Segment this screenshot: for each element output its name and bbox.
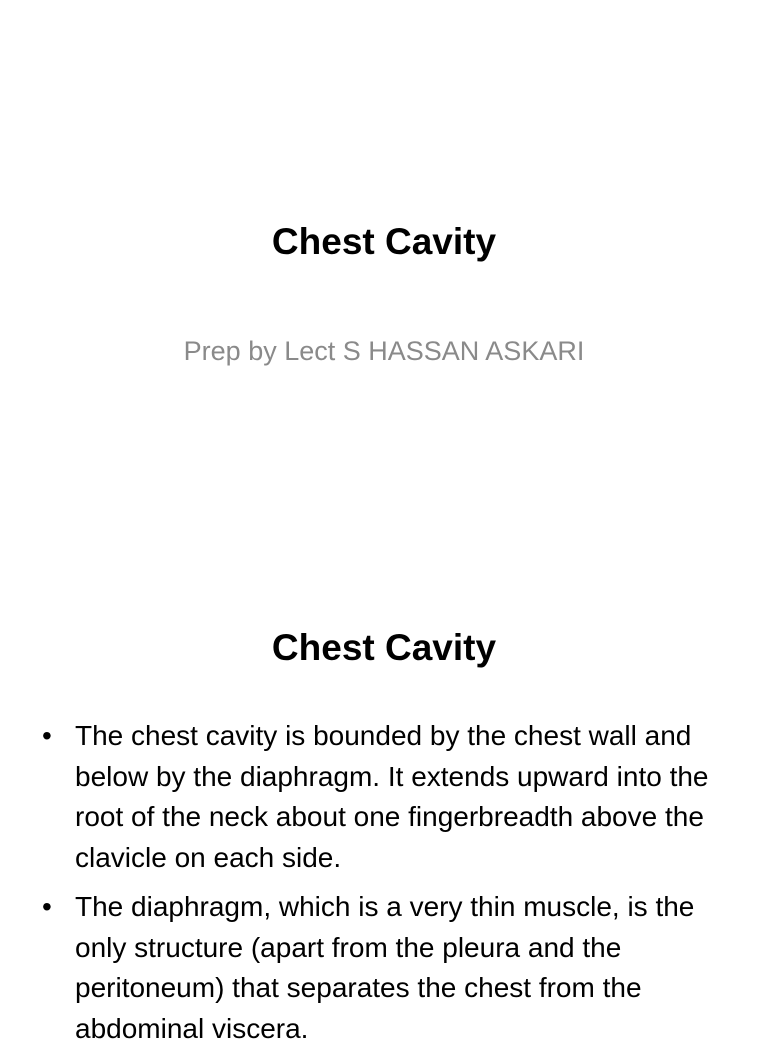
slide-title: Chest Cavity [271,221,497,262]
slide-subtitle: Prep by Lect S HASSAN ASKARI [183,336,585,366]
slide-title: Chest Cavity [271,627,497,668]
bullet-item [38,887,738,1049]
bullet-list [38,716,738,1058]
bullet-text: The diaphragm, which is a very thin muscle, is the only structure (apart from the pleura and the peritoneum) that separates the chest from the abdominal viscera. [75,891,695,1044]
bullet-text: The chest cavity is bounded by the chest wall and below by the diaphragm. It extends upward into the root of the neck about one fingerbreadth above the clavicle on each side. [75,720,709,873]
content-slide [0,576,768,1044]
bullet-icon: • [42,891,52,922]
bullet-item [38,716,738,878]
bullet-icon: • [42,720,52,751]
